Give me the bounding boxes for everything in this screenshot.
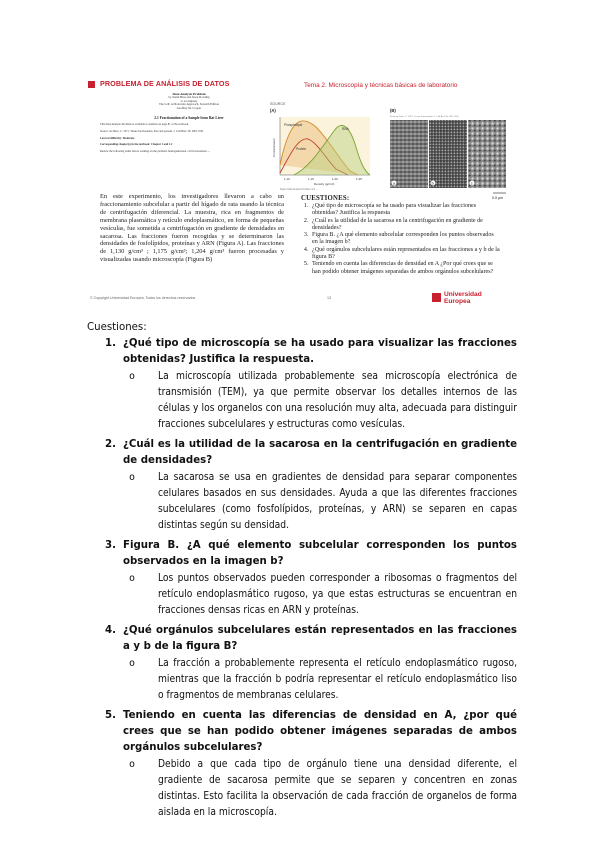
micrograph-label-b: b xyxy=(431,181,434,186)
x-tick: 1.25 xyxy=(356,177,362,181)
curve-label-phospholipid: Phospholipid xyxy=(284,123,303,127)
slide-questions-heading: CUESTIONES: xyxy=(301,195,350,202)
paper-adapted: to accompany xyxy=(180,98,198,103)
bullet-icon: o xyxy=(129,573,136,584)
answer-item xyxy=(123,757,517,821)
question-number: 4. xyxy=(105,625,116,636)
bullet-icon: o xyxy=(129,658,136,669)
figure-a-caption: Figure Data Analysis Problem 2.1 ... xyxy=(280,188,319,191)
logo-line-2: Europea xyxy=(444,298,471,305)
question-text: Figura B. ¿A qué elemento subcelular corresponden los puntos observados en la imagen b? xyxy=(123,540,517,567)
embedded-slide xyxy=(88,75,512,311)
question-number: 1. xyxy=(105,338,116,349)
x-tick: 1.10 xyxy=(284,177,290,181)
paper-book: The Cell: A Molecular Approach, Seventh Edition xyxy=(158,102,220,107)
slide-figure xyxy=(266,97,512,207)
answer-text: Los puntos observados pueden corresponder a ribosomas o fragmentos del retículo endoplasmático rugoso, ya que estas estructuras se encuentran en fracciones densas ricas en ARN y proteínas. xyxy=(158,573,517,616)
slide-question: 2. ¿Cuál es la utilidad de la sacarosa en la centrifugación en gradiente de densidades? xyxy=(310,218,501,233)
paper-authors: by Justin Hess and Jason Dowling xyxy=(168,95,210,99)
question-item xyxy=(87,437,517,534)
slide-copyright: © Copyright Universidad Europea. Todos los derechos reservados xyxy=(90,296,196,300)
micrograph-label-c: c xyxy=(470,181,473,186)
logo-square-icon xyxy=(432,293,441,302)
question-number: 5. xyxy=(105,710,116,721)
question-item xyxy=(87,623,517,704)
figure-a-ylabel: Concentration xyxy=(272,138,276,157)
answer-text: La fracción a probablemente representa el retículo endoplasmático rugoso, mientras que la fracción b podría representar el retículo endoplasmático liso o fragmentos de membranas celulares. xyxy=(158,658,517,701)
curve-label-rna: RNA xyxy=(342,127,349,131)
scale-bar-label: 0.5 µm xyxy=(492,196,504,200)
curve-label-protein: Protein xyxy=(296,147,307,151)
question-text: ¿Cuál es la utilidad de la sacarosa en la centrifugación en gradiente de densidades? xyxy=(123,439,517,466)
x-tick: 1.15 xyxy=(308,177,314,181)
paper-line: Review the following terms before working on the problem: homogenization, cell fractionation, ... xyxy=(100,149,211,153)
paper-line: Corresponding chapter(s) in the textbook: Chapter 1 and 2.2 xyxy=(100,143,173,147)
question-text: ¿Qué orgánulos subcelulares están representados en las fracciones a y b de la figura B? xyxy=(123,625,517,652)
paper-editor: Geoffrey M. Cooper xyxy=(176,105,202,110)
micrograph-c xyxy=(468,120,506,188)
answer-text: La microscopía utilizada probablemente sea microscopía electrónica de transmisión (TEM), ya que permite observar los detalles internos de las células y los organelos con una resolución muy alta, adecuada para distinguir fracciones subcelulares y estructuras como vesículas. xyxy=(158,371,517,430)
micrograph-label-a: a xyxy=(392,181,395,186)
question-number: 3. xyxy=(105,540,116,551)
figure-b-label: (B) xyxy=(390,108,396,113)
bullet-icon: o xyxy=(129,759,136,770)
answer-item xyxy=(123,571,517,619)
micrograph-a xyxy=(390,120,428,188)
slide-title: PROBLEMA DE ANÁLISIS DE DATOS xyxy=(100,79,230,88)
answer-text: La sacarosa se usa en gradientes de densidad para separar componentes celulares basados en sus densidades. Ayuda a que las diferentes fracciones subcelulares (como fosfolípidos, proteínas, y ARN) se separen en capas distintas según su densidad. xyxy=(158,472,517,531)
figure-a-xlabel: Density (g/cm³) xyxy=(314,182,335,186)
question-item xyxy=(87,336,517,433)
figure-b-header: From de Duve, C. 1971. Tissue fractionation. J. Cell Biol. 50: 20D–55D. xyxy=(390,116,460,118)
question-item xyxy=(87,708,517,821)
slide-question: 4. ¿Qué orgánulos subcelulares están representados en las fracciones a y b de la figura B? xyxy=(310,247,501,262)
paper-section: 2.1 Fractionation of a Sample from Rat Liver xyxy=(154,116,224,121)
paper-header xyxy=(100,92,278,192)
document-body xyxy=(87,322,517,825)
question-list xyxy=(87,336,517,821)
slide-question: 3. Figura B. ¿A qué elemento subcelular corresponden los puntos observados en la imagen b? xyxy=(310,232,501,247)
logo-text xyxy=(444,291,482,305)
slide-page-number: 13 xyxy=(327,296,331,300)
slide-accent-square xyxy=(88,81,95,88)
document-heading: Cuestiones: xyxy=(87,322,147,333)
paper-line: This Data Analysis Problem is available to students on page 81 of the textbook. xyxy=(100,123,189,127)
bullet-icon: o xyxy=(129,371,136,382)
figure-source: SOURCE xyxy=(270,102,286,106)
answer-text: Debido a que cada tipo de orgánulo tiene una densidad diferente, el gradiente de sacarosa permite que se separen y concentren en zonas distintas. Esto facilita la observación de cada fracción de organelos de forma aislada en la microscopía. xyxy=(158,759,517,818)
question-text: ¿Qué tipo de microscopía se ha usado para visualizar las fracciones obtenidas? Justifica la respuesta. xyxy=(123,338,517,365)
answer-item xyxy=(123,656,517,704)
micrograph-b xyxy=(429,120,467,188)
bullet-icon: o xyxy=(129,472,136,483)
slide-body-text: En este experimento, los investigadores llevaron a cabo un fraccionamiento subcelular a partir del hígado de rata usando la técnica de centrifugación diferencial. La muestra, rica en fragmentos de membrana plasmática y retículo endoplasmático, en forma de pequeñas vesículas, fue sometida a centrifugación en gradiente de densidades en sacarosa. Las fracciones fueron recogidas y se determinaron las densidades de fosfolípidos, proteínas y ARN (Figura A). Las fracciones de 1,130 g/cm³ ; 1,175 g/cm³; 1,204 g/cm³ fueron procesadas y visualizadas usando microscopía (Figura B) xyxy=(100,193,284,264)
x-tick: 1.20 xyxy=(332,177,338,181)
slide-questions xyxy=(301,195,504,276)
logo-line-1: Universidad xyxy=(444,291,482,298)
figure-a-label: (A) xyxy=(270,108,276,113)
slide-question: 1. ¿Qué tipo de microscopía se ha usado para visualizar las fracciones obtenidas? Justifica la respuesta xyxy=(310,203,501,218)
paper-title: Data Analysis Problem xyxy=(172,92,206,96)
answer-item xyxy=(123,470,517,534)
paper-line: Source: de Duve, C. 1971. Tissue fractionation. Past and present. J. Cell Biol. 50: 20D–55D. xyxy=(100,129,204,133)
question-number: 2. xyxy=(105,439,116,450)
slide-theme: Tema 2. Microscopía y técnicas básicas de laboratorio xyxy=(304,82,458,89)
slide-question: 5. Teniendo en cuenta las diferencias de densidad en A ¿Por qué crees que se han podido obtener imágenes separadas de ambos orgánulos subcelulares? xyxy=(310,261,501,276)
answer-item xyxy=(123,369,517,433)
question-item xyxy=(87,538,517,619)
question-text: Teniendo en cuenta las diferencias de densidad en A, ¿por qué crees que se han podido obtener imágenes separadas de ambos orgánulos subcelulares? xyxy=(123,710,517,753)
paper-line: Level of difficulty: Moderate xyxy=(100,136,135,140)
